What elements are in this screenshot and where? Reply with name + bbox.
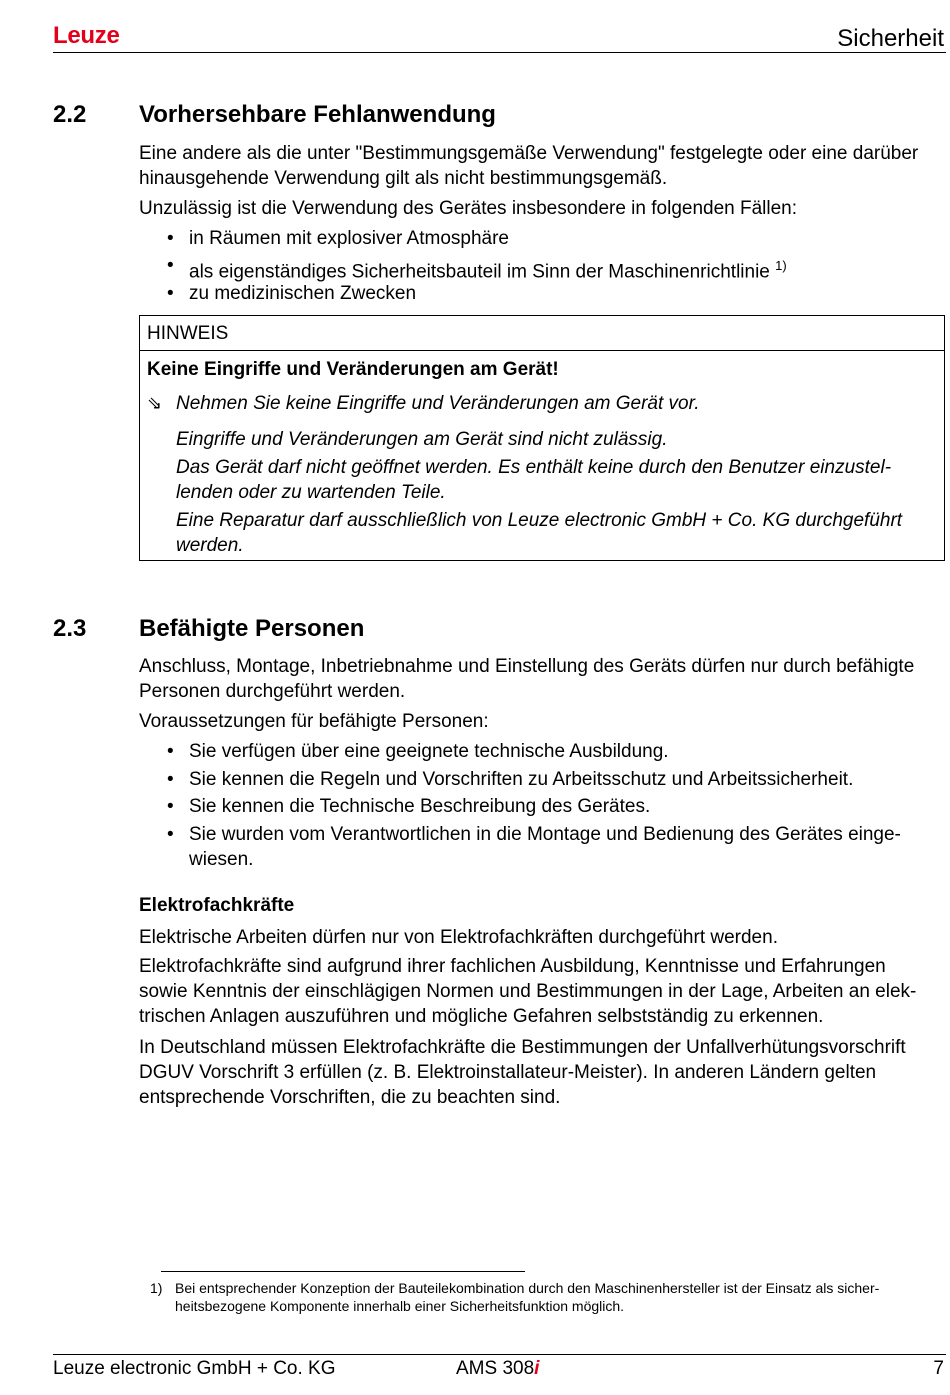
paragraph: [139, 954, 945, 1029]
bullet-icon: •: [167, 283, 174, 304]
action-arrow-icon: ⇘: [147, 393, 163, 413]
list-item-text: Sie verfügen über eine geeignete technische Ausbildung.: [189, 741, 669, 762]
text-line: wiesen.: [189, 849, 254, 870]
text-line: Anschluss, Montage, Inbetriebnahme und Einstellung des Geräts dürfen nur durch befähigte: [139, 656, 915, 677]
text-line: DGUV Vorschrift 3 erfüllen (z. B. Elektroinstallateur-Meister). In anderen Ländern gelten: [139, 1062, 877, 1083]
bullet-icon: •: [167, 796, 174, 817]
text-line: Personen durchgeführt werden.: [139, 681, 406, 702]
bullet-icon: •: [167, 741, 174, 762]
paragraph: Elektrische Arbeiten dürfen nur von Elektrofachkräften durchgeführt werden.: [139, 927, 778, 948]
text-line: Eine andere als die unter "Bestimmungsgemäße Verwendung" festgelegte oder eine darüber: [139, 143, 919, 164]
notice-line: werden.: [176, 535, 244, 556]
heading-number: 2.3: [53, 615, 87, 642]
footer-company: Leuze electronic GmbH + Co. KG: [53, 1358, 336, 1379]
text-line: hinausgehende Verwendung gilt als nicht bestimmungsgemäß.: [139, 168, 668, 189]
footnote-mark: 1): [150, 1280, 163, 1296]
text-line: sowie Kenntnis der einschlägigen Normen und Bestimmungen in der Lage, Arbeiten an elek-: [139, 981, 917, 1002]
footnote-text: [175, 1279, 945, 1315]
text-line: Sie wurden vom Verantwortlichen in die Montage und Bedienung des Gerätes einge-: [189, 824, 901, 845]
notice-action-text: Nehmen Sie keine Eingriffe und Veränderungen am Gerät vor.: [176, 393, 700, 414]
notice-line: Eingriffe und Veränderungen am Gerät sind nicht zulässig.: [176, 429, 668, 450]
notice-line: Eine Reparatur darf ausschließlich von Leuze electronic GmbH + Co. KG durchgeführt: [176, 510, 903, 531]
leuze-logo: Leuze: [53, 22, 120, 49]
footer-divider: [53, 1354, 946, 1355]
heading-text: Vorhersehbare Fehlanwendung: [139, 101, 496, 128]
page-number: 7: [933, 1358, 944, 1379]
text-line: In Deutschland müssen Elektrofachkräfte die Bestimmungen der Unfallverhütungsvorschrift: [139, 1037, 906, 1058]
text-line: entsprechende Vorschriften, die zu beachten sind.: [139, 1087, 561, 1108]
text-line: Elektrofachkräfte sind aufgrund ihrer fachlichen Ausbildung, Kenntnisse und Erfahrungen: [139, 956, 886, 977]
bullet-icon: •: [167, 769, 174, 790]
list-item-text: Sie kennen die Technische Beschreibung des Gerätes.: [189, 796, 651, 817]
paragraph: [139, 654, 945, 704]
footnote-reference[interactable]: 1): [775, 258, 787, 273]
text-line: trischen Anlagen auszuführen und mögliche Gefahren selbstständig zu erkennen.: [139, 1006, 824, 1027]
paragraph: [139, 1035, 945, 1110]
paragraph: Voraussetzungen für befähigte Personen:: [139, 711, 489, 732]
footnote-divider: [161, 1271, 525, 1272]
heading-number: 2.2: [53, 101, 87, 128]
bullet-icon: •: [167, 228, 174, 249]
subheading-elektrofachkraefte: Elektrofachkräfte: [139, 895, 295, 916]
notice-headline: Keine Eingriffe und Veränderungen am Gerät!: [147, 359, 559, 380]
header-divider: [53, 52, 946, 53]
notice-label: HINWEIS: [147, 323, 229, 344]
list-item-text: [189, 253, 945, 284]
notice-divider: [140, 350, 944, 351]
notice-line: lenden oder zu wartenden Teile.: [176, 482, 446, 503]
bullet-icon: •: [167, 824, 174, 845]
paragraph: Unzulässig ist die Verwendung des Gerätes insbesondere in folgenden Fällen:: [139, 198, 798, 219]
notice-line: Das Gerät darf nicht geöffnet werden. Es enthält keine durch den Benutzer einzustel-: [176, 457, 892, 478]
bullet-icon: •: [167, 255, 174, 276]
heading-text: Befähigte Personen: [139, 615, 365, 642]
list-item-label: als eigenständiges Sicherheitsbauteil im Sinn der Maschinenrichtlinie: [189, 261, 770, 283]
list-item-text: Sie kennen die Regeln und Vorschriften zu Arbeitsschutz und Arbeitssicherheit.: [189, 769, 854, 790]
text-line: heitsbezogene Komponente innerhalb einer Sicherheitsfunktion möglich.: [175, 1298, 625, 1314]
paragraph: [139, 141, 945, 191]
list-item-text: in Räumen mit explosiver Atmosphäre: [189, 228, 509, 249]
footer-product: [456, 1358, 539, 1380]
product-name: AMS 308: [456, 1358, 535, 1379]
list-item-text: zu medizinischen Zwecken: [189, 283, 417, 304]
section-title: Sicherheit: [837, 25, 944, 52]
text-line: Bei entsprechender Konzeption der Bauteilekombination durch den Maschinenhersteller ist der Einsatz als sicher-: [175, 1280, 880, 1296]
list-item-text: [189, 822, 945, 872]
product-suffix: i: [534, 1358, 540, 1379]
notice-box: [139, 315, 945, 561]
